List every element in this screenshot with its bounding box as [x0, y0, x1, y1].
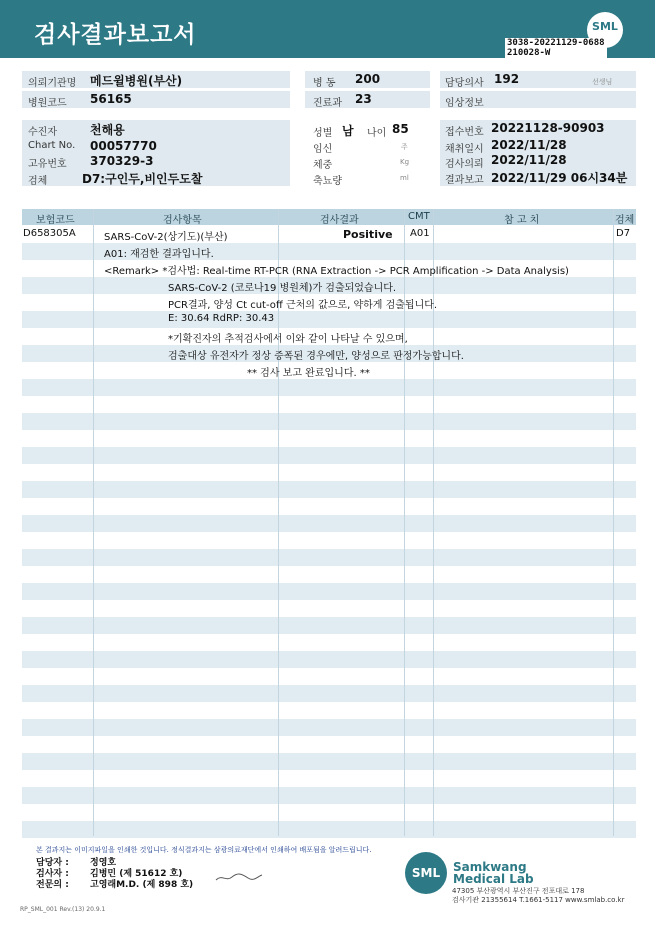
- table-stripe: [22, 787, 636, 804]
- table-stripe: [22, 719, 636, 736]
- col-cmt-header: CMT: [408, 211, 430, 222]
- table-stripe: [22, 583, 636, 600]
- receipt-no-value: 20221128-90903: [491, 121, 605, 135]
- table-stripe: [22, 311, 636, 328]
- remark-line: A01: 재검한 결과입니다.: [104, 249, 214, 260]
- col-code-header: 보험코드: [36, 215, 75, 226]
- specimen-label: 검체: [28, 176, 48, 187]
- table-stripe: [22, 685, 636, 702]
- report-date-value: 2022/11/29 06시34분: [491, 171, 628, 185]
- column-divider: [93, 209, 94, 836]
- remark-line: <Remark> *검사법: Real-time RT-PCR (RNA Extraction -> PCR Amplification -> Data Analysis): [104, 266, 569, 277]
- document-id: 3038-20221129-0688 210028-W: [507, 38, 605, 58]
- sex-value: 남: [342, 124, 354, 138]
- urine-label: 축뇨량: [313, 176, 342, 187]
- weight-unit: Kg: [400, 158, 410, 166]
- table-stripe: [22, 447, 636, 464]
- row-result: Positive: [343, 228, 393, 241]
- patient-value: 천해용: [90, 123, 125, 137]
- print-notice: 본 결과지는 이미지파일을 인쇄한 것입니다. 정식결과지는 삼광의료재단에서 인쇄하여 배포됨을 알려드립니다.: [36, 846, 372, 854]
- specimen-value: D7:구인두,비인두도찰: [82, 172, 203, 186]
- table-stripe: [22, 651, 636, 668]
- report-title: 검사결과보고서: [34, 22, 197, 48]
- pregnancy-unit: 주: [401, 143, 408, 151]
- ward-value: 200: [355, 72, 381, 86]
- hospital-code-label: 병원코드: [28, 98, 67, 109]
- age-label: 나이: [367, 128, 387, 139]
- col-item-header: 검사항목: [163, 215, 202, 226]
- department-label: 진료과: [313, 98, 342, 109]
- doctor-value: 192: [494, 72, 520, 86]
- reviewer-value: 정영호: [90, 858, 117, 868]
- unique-no-value: 370329-3: [90, 154, 154, 168]
- row-item: SARS-CoV-2(상기도)(부산): [104, 232, 228, 243]
- request-date-label: 검사의뢰: [445, 159, 484, 170]
- collect-date-label: 채취일시: [445, 144, 484, 155]
- remark-line: E: 30.64 RdRP: 30.43: [168, 313, 275, 324]
- table-stripe: [22, 481, 636, 498]
- col-result-header: 검사결과: [320, 215, 359, 226]
- table-stripe: [22, 413, 636, 430]
- tester-value: 김병민 (제 51612 호): [90, 869, 183, 879]
- urine-unit: ml: [400, 174, 409, 182]
- row-cmt: A01: [410, 228, 430, 239]
- table-stripe: [22, 515, 636, 532]
- remark-line: ** 검사 보고 완료입니다. **: [247, 368, 370, 379]
- reviewer-label: 담당자 :: [36, 858, 69, 868]
- doctor-label: 담당의사: [445, 78, 484, 89]
- tester-label: 검사자 :: [36, 869, 69, 879]
- sml-footer-logo-text: SML: [411, 866, 441, 880]
- company-name-line2: Medical Lab: [453, 872, 534, 886]
- form-code: RP_SML_001 Rev.(13) 20.9.1: [20, 906, 106, 913]
- company-contact: 검사기관 21355614 T.1661-5117 www.smlab.co.kr: [452, 896, 625, 904]
- remark-line: PCR결과, 양성 Ct cut-off 근처의 값으로, 약하게 검출됩니다.: [168, 300, 438, 311]
- company-address: 47305 부산광역시 부산진구 전포대로 178: [452, 887, 585, 895]
- company-name-line1: Samkwang: [453, 860, 527, 874]
- receipt-no-label: 접수번호: [445, 127, 484, 138]
- ward-label: 병 동: [313, 78, 336, 89]
- hospital-label: 의뢰기관명: [28, 78, 77, 89]
- chart-no-value: 00057770: [90, 139, 157, 153]
- doctor-suffix: 선생님: [592, 78, 613, 86]
- table-stripe: [22, 379, 636, 396]
- chart-no-label: Chart No.: [28, 140, 76, 151]
- patient-label: 수진자: [28, 127, 57, 138]
- age-value: 85: [392, 122, 409, 136]
- col-ref-header: 참 고 치: [504, 215, 540, 226]
- request-date-value: 2022/11/28: [491, 153, 567, 167]
- unique-no-label: 고유번호: [28, 159, 67, 170]
- signature-icon: [214, 870, 264, 884]
- hospital-code-value: 56165: [90, 92, 132, 106]
- table-stripe: [22, 549, 636, 566]
- specialist-value: 고영래M.D. (제 898 호): [90, 880, 194, 890]
- remark-line: SARS-CoV-2 (코로나19 병원체)가 검출되었습니다.: [168, 283, 397, 294]
- department-value: 23: [355, 92, 372, 106]
- table-stripe: [22, 753, 636, 770]
- sex-label: 성별: [313, 128, 333, 139]
- collect-date-value: 2022/11/28: [491, 138, 567, 152]
- specialist-label: 전문의 :: [36, 880, 69, 890]
- hospital-value: 메드윌병원(부산): [90, 74, 183, 88]
- report-date-label: 결과보고: [445, 175, 484, 186]
- column-divider: [613, 209, 614, 836]
- row-code: D658305A: [23, 228, 76, 239]
- table-stripe: [22, 821, 636, 838]
- sml-logo-text: SML: [592, 20, 618, 33]
- weight-label: 체중: [313, 160, 333, 171]
- row-specimen: D7: [616, 228, 631, 239]
- table-stripe: [22, 617, 636, 634]
- pregnancy-label: 임신: [313, 144, 333, 155]
- remark-line: 검출대상 유전자가 정상 증폭된 경우에만, 양성으로 판정가능합니다.: [168, 351, 464, 362]
- col-specimen-header: 검체: [615, 215, 635, 226]
- remark-line: *기확진자의 추적검사에서 이와 같이 나타날 수 있으며,: [168, 334, 408, 345]
- clinical-label: 임상정보: [445, 98, 484, 109]
